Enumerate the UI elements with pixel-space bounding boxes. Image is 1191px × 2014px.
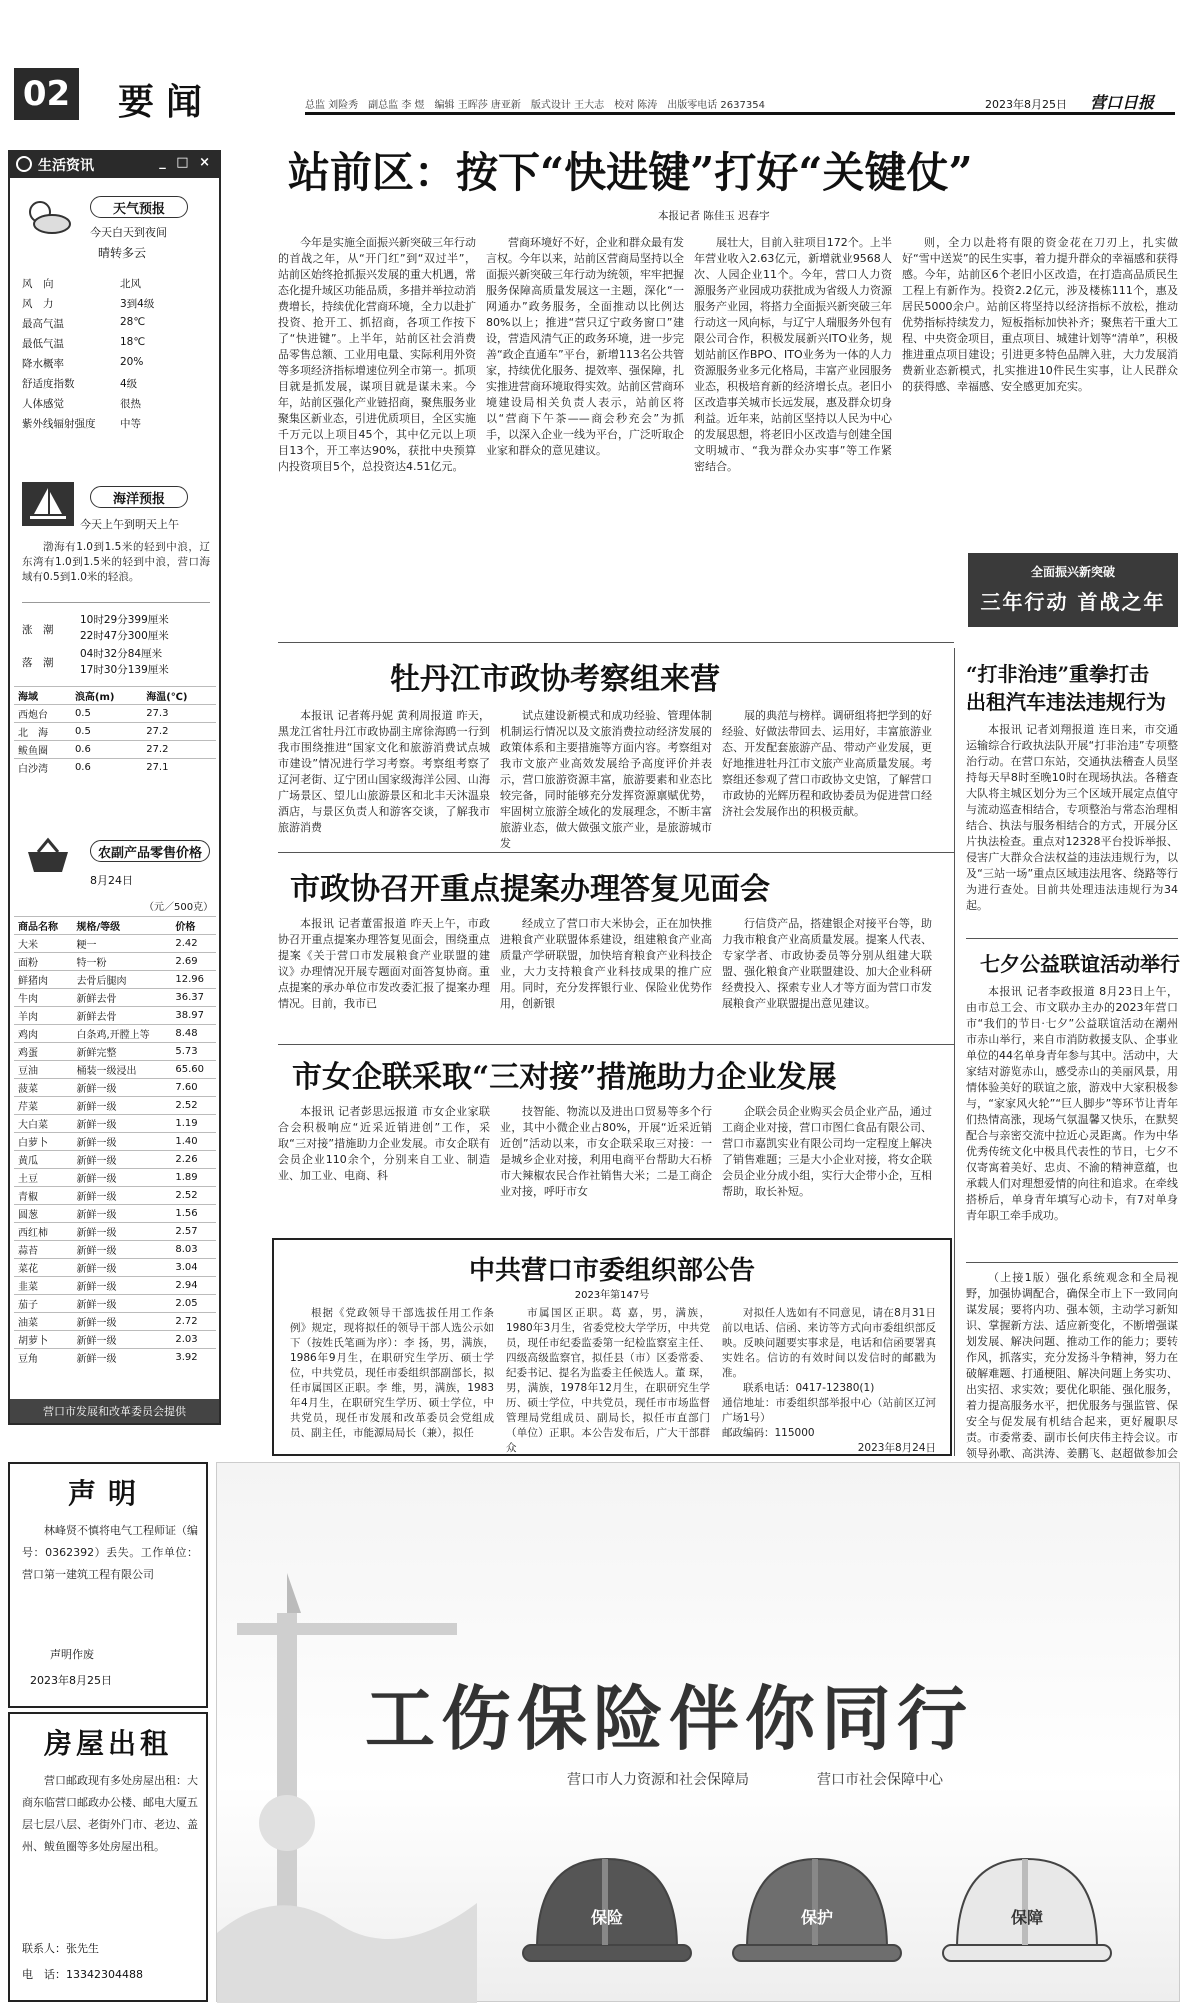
table-cell: 27.2 <box>142 741 216 759</box>
article2-col-1: 本报讯 记者蒋丹妮 黄利周报道 昨天，黑龙江省牡丹江市政协副主席徐海鸥一行到我市围绕推进“国家文化和旅游消费试点城市建设”情况进行学习考察。考察组考察了辽河老街、辽宁团山国家级海洋公园、山海广场景区、望儿山旅游景区和北丰天沐温泉酒店，与景区负责人和游客交谈，了解我市旅游消费 <box>278 709 490 834</box>
rental-text: 营口邮政现有多处房屋出租：大商东临营口邮政办公楼、邮电大厦五层七层八层、老街外门市、老边、盖州、鲅鱼圈等多处房屋出租。 <box>22 1774 198 1853</box>
table-cell: 新鲜一级 <box>72 1241 171 1259</box>
price-row <box>14 1169 216 1187</box>
table-cell: 38.97 <box>171 1007 216 1025</box>
table-cell: 牛肉 <box>14 989 72 1007</box>
right-article2-body: 本报讯 记者李政报道 8月23日上午，由市总工会、市文联办主办的2023年营口市“我们的节日·七夕”公益联谊活动在潮州市赤山举行，来自市消防救援支队、企事业单位的44名单身青年参与其中。活动中，大家结对游览赤山，感受赤山的美丽风景，用情体验美好的联谊之旅，游戏中大家积极参与，“家家风火轮”“巨人脚步”等环节让青年们热情高涨，现场气氛温馨又快乐，在默契配合与亲密交流中拉近心灵距离。作为中华优秀传统文化中极具代表性的节日，七夕不仅寄寓着美好、忠贞、不渝的精神意蕴，也承载人们对理想爱情的向往和追求。在牵线搭桥后，单身青年填写心动卡，有7对单身青年职工牵手成功。 <box>966 985 1178 1222</box>
table-cell: 新鲜一级 <box>72 1259 171 1277</box>
life-info-panel <box>8 150 221 1425</box>
settings-icon <box>16 156 32 172</box>
table-cell: 0.6 <box>71 759 142 777</box>
table-cell: 新鲜一级 <box>72 1115 171 1133</box>
prices-unit: （元／500克） <box>144 902 214 913</box>
table-cell: 芹菜 <box>14 1097 72 1115</box>
weather-label: 舒适度指数 <box>22 378 75 390</box>
weather-value: 28℃ <box>120 316 146 328</box>
column-divider <box>954 648 955 1456</box>
notice-title: 中共营口市委组织部公告 <box>468 1256 755 1286</box>
ad-headline: 工伤保险伴你同行 <box>365 1677 973 1760</box>
article3-col-3: 行信贷产品，搭建银企对接平台等，助力我市粮食产业高质量发展。提案人代表、专家学者、市政协委员等分别从组建大联盟、强化粮食产业联盟建设、加大企业科研经费投入、探索专业人才等方面为营口市发展粮食产业联盟提出意见建议。 <box>722 917 932 1010</box>
table-cell: 菜花 <box>14 1259 72 1277</box>
divider <box>278 642 954 643</box>
table-cell: 西红柿 <box>14 1223 72 1241</box>
notice-col-1: 根据《党政领导干部选拔任用工作条例》规定，现将拟任的领导干部人选公示如下（按姓氏笔画为序）：李 扬，男，满族，1986年9月生，在职研究生学历、硕士学位，中共党员，现任市委组织部副部长，拟任市属国区正职。李 维，男，满族，1983年4月生，在职研究生学历、硕士学位，中共党员，现任市发展和改革委员会党组成员、副主任，市能源局局长（兼），拟任 <box>290 1307 494 1439</box>
price-row <box>14 1133 216 1151</box>
table-cell: 新鲜一级 <box>72 1205 171 1223</box>
party-notice-box <box>272 1238 952 1456</box>
table-cell: 2.69 <box>171 953 216 971</box>
prices-table <box>14 916 216 1366</box>
helmet-row <box>517 1839 1157 1989</box>
table-cell: 新鲜一级 <box>72 1079 171 1097</box>
right-article2-title: 七夕公益联谊活动举行 <box>980 952 1180 976</box>
table-cell: 土豆 <box>14 1169 72 1187</box>
table-cell: 白萝卜 <box>14 1133 72 1151</box>
table-cell: 3.04 <box>171 1259 216 1277</box>
column-header: 商品名称 <box>14 917 72 935</box>
weather-summary: 晴转多云 <box>98 246 147 260</box>
weather-label: 最低气温 <box>22 338 64 350</box>
lead-byline: 本报记者 陈佳玉 迟春宇 <box>658 210 770 222</box>
price-row <box>14 989 216 1007</box>
price-row <box>14 1151 216 1169</box>
table-cell: 去骨后腿肉 <box>72 971 171 989</box>
table-cell: 2.42 <box>171 935 216 953</box>
table-cell: 新鲜一级 <box>72 1331 171 1349</box>
table-cell: 白沙湾 <box>14 759 71 777</box>
article2-col-2: 试点建设新模式和成功经验、管理体制机制运行情况以及文旅消费拉动经济发展的政策体系和主要措施等方面内容。考察组对我市文旅产业高效发展给予高度评价并表示，营口旅游资源丰富，旅游要素和业态比较完备，同时能够充分发挥资源禀赋优势，牢固树立旅游全域化的发展理念，不断丰富旅游业态，做大做强文旅产业，是旅游城市发 <box>500 709 712 850</box>
table-cell: 北 海 <box>14 723 71 741</box>
low-tide-label: 落 潮 <box>22 657 54 669</box>
article2-col-3: 展的典范与榜样。调研组将把学到的好经验、好做法带回去、运用好，丰富旅游业态、开发配套旅游产品、带动产业发展，更好地推进牡丹江市文旅产业高质量发展。考察组还参观了营口市政协文史馆，了解营口市政协的光辉历程和政协委员为促进营口经济社会发展作出的积极贡献。 <box>722 709 932 818</box>
table-cell: 5.73 <box>171 1043 216 1061</box>
table-cell: 韭菜 <box>14 1277 72 1295</box>
helmet-label: 保险 <box>590 1908 623 1927</box>
table-cell: 0.5 <box>71 705 142 723</box>
table-cell: 新鲜一级 <box>72 1223 171 1241</box>
table-cell: 2.26 <box>171 1151 216 1169</box>
table-cell: 2.94 <box>171 1277 216 1295</box>
rental-box <box>8 1712 208 2002</box>
table-cell: 新鲜去骨 <box>72 989 171 1007</box>
sea-row <box>14 705 216 723</box>
weather-period: 今天白天到夜间 <box>90 226 167 239</box>
right-article1-body: 本报讯 记者刘翔报道 连日来，市交通运输综合行政执法队开展“打非治违”专项整治行动。在营口东站，交通执法稽查人员坚持每天早8时至晚10时在现场执法。各稽查大队将主城区划分为三个区域开展定点值守与流动巡查相结合，专项整治与常态治理相结合、执法与服务相结合的方式，开展分区片执法检查。重点对12328平台投诉举报、侵害广大群众合法权益的违法违规行为，以及“三站一场”重点区域违法甩客、绕路等行为进行查处。目前共处理违法违规行为34起。 <box>966 723 1178 912</box>
weather-value: 18℃ <box>120 336 146 348</box>
table-cell: 新鲜去骨 <box>72 1007 171 1025</box>
table-cell: 2.72 <box>171 1313 216 1331</box>
table-cell: 粳一 <box>72 935 171 953</box>
statement-footer: 声明作废 <box>50 1648 94 1661</box>
lead-col-4: 则，全力以赴将有限的资金花在刀刃上，扎实做好“雪中送炭”的民生实事，着力提升群众的幸福感和获得感。今年，站前区6个老旧小区改造，在打造高品质民生工程上有新作为。投资2.2亿元，涉及楼栋111个，惠及居民5000余户。站前区将坚持以经济指标不放松，推动优势指标持续发力，短板指标加快补齐；聚焦若干重大工程、中央资金项目，重点项目、城建计划等“清单”，积极推进重点项目建设；引进更多特色品牌入驻，大力发展消费新业态新模式，扎实推进10件民生实事，让人民群众的获得感、幸福感、安全感更加充实。 <box>902 236 1178 393</box>
continued-article-body: （上接1版）强化系统观念和全局视野，加强协调配合，确保全市上下一致同向谋发展；要将内功、强本领，主动学习新知识、掌握新方法、适应新变化，不断增强谋划发展、解决问题、推动工作的能力；要转作风，抓落实，充分发扬斗争精神，努力在破解难题、打通梗阻、解决问题上务实功、出实招、求实效；要优化职能、强化服务，着力提高服务水平，把优服务与强监管、保安全与促发展有机结合起来，更好履职尽责。市委常委、副市长何庆伟主持会议。市领导孙歌、高洪涛、姜鹏飞、赵超做参加会 <box>966 1271 1178 1460</box>
prices-heading: 农副产品零售价格 <box>90 840 210 862</box>
price-row <box>14 1115 216 1133</box>
table-cell: 27.3 <box>142 705 216 723</box>
table-cell: 新鲜一级 <box>72 1313 171 1331</box>
rental-contact: 联系人：张先生 <box>22 1942 99 1955</box>
panel-titlebar <box>10 152 219 178</box>
price-row <box>14 1259 216 1277</box>
table-cell: 2.03 <box>171 1331 216 1349</box>
article4-col-3: 企联会员企业购买会员企业产品，通过工商企业对接，营口市图仁食品有限公司、营口市嘉凯实业有限公司均一定程度上解决了销售难题；三是大小企业对接，将女企联会员企业分成小组，实行大企带小企，互相帮助，取长补短。 <box>722 1105 932 1198</box>
table-cell: 特一粉 <box>72 953 171 971</box>
weather-icon <box>22 196 74 236</box>
notice-col-3: 对拟任人选如有不同意见，请在8月31日前以电话、信函、来访等方式向市委组织部反映。反映问题要实事求是，电话和信函要署真实姓名。信访的有效时间以发信时的邮戳为准。 联系电话：0417-12380(1) 通信地址：市委组织部举报中心（站前区辽河广场1号） 邮政编码：115000 2023年8月24日 <box>722 1307 936 1454</box>
column-header: 规格/等级 <box>72 917 171 935</box>
sea-row <box>14 759 216 777</box>
prices-footer: 营口市发展和改革委员会提供 <box>10 1399 219 1423</box>
article2-headline: 牡丹江市政协考察组来营 <box>390 662 720 697</box>
article3-headline: 市政协召开重点提案办理答复见面会 <box>290 872 770 907</box>
ad-sponsor-2: 营口市社会保障中心 <box>817 1772 943 1788</box>
table-cell: 8.03 <box>171 1241 216 1259</box>
basket-icon <box>22 836 74 876</box>
divider <box>278 852 954 853</box>
table-cell: 青椒 <box>14 1187 72 1205</box>
price-row <box>14 1187 216 1205</box>
table-cell: 8.48 <box>171 1025 216 1043</box>
table-cell: 鲜猪肉 <box>14 971 72 989</box>
sea-table-wrap <box>14 686 216 776</box>
table-cell: 新鲜一级 <box>72 1349 171 1367</box>
price-row <box>14 1223 216 1241</box>
table-cell: 油菜 <box>14 1313 72 1331</box>
price-row <box>14 1295 216 1313</box>
table-cell: 圆葱 <box>14 1205 72 1223</box>
table-cell: 3.92 <box>171 1349 216 1367</box>
table-cell: 0.5 <box>71 723 142 741</box>
article4-col-1: 本报讯 记者彭思远报道 市女企业家联合会积极响应“近采近销进创”工作，采取“三对接”措施助力企业发展。市女企联有会员企业110余个，分别来自工业、制造业、加工业、电商、科 <box>278 1105 490 1182</box>
table-cell: 27.2 <box>142 723 216 741</box>
column-header: 海域 <box>14 687 71 705</box>
weather-label: 降水概率 <box>22 358 64 370</box>
table-cell: 新鲜一级 <box>72 1133 171 1151</box>
page-number: 02 <box>14 68 79 120</box>
header-rule <box>305 112 1175 115</box>
paper-logo: 营口日报 <box>1090 93 1155 112</box>
table-cell: 1.19 <box>171 1115 216 1133</box>
sea-row <box>14 741 216 759</box>
helmet-label: 保护 <box>800 1908 833 1927</box>
table-cell: 菠菜 <box>14 1079 72 1097</box>
price-row <box>14 1025 216 1043</box>
rental-title: 房屋出租 <box>43 1727 172 1760</box>
table-cell: 2.52 <box>171 1097 216 1115</box>
weather-label: 紫外线辐射强度 <box>22 418 96 430</box>
table-cell: 豆角 <box>14 1349 72 1367</box>
table-cell: 大米 <box>14 935 72 953</box>
article3-col-1: 本报讯 记者董雷报道 昨天上午，市政协召开重点提案办理答复见面会，围绕重点提案《关于营口市发展粮食产业联盟的建议》办理情况开展专题面对面答复协商。重点提案的承办单位市发改委汇报了提案办理情况。目前，我市已 <box>278 917 490 1010</box>
table-cell: 36.37 <box>171 989 216 1007</box>
section-title: 要闻 <box>118 81 215 123</box>
divider <box>966 1262 1178 1263</box>
right-article1-title2: 出租汽车违法违规行为 <box>966 690 1166 714</box>
statement-title: 声明 <box>67 1477 148 1510</box>
low-tide-values: 04时32分84厘米 17时30分139厘米 <box>80 648 169 676</box>
sea-row <box>14 723 216 741</box>
table-cell: 新鲜一级 <box>72 1187 171 1205</box>
column-header: 浪高(m) <box>71 687 142 705</box>
table-cell: 65.60 <box>171 1061 216 1079</box>
statement-date: 2023年8月25日 <box>30 1674 112 1687</box>
window-controls[interactable]: _ □ × <box>159 155 213 170</box>
table-cell: 西炮台 <box>14 705 71 723</box>
prices-date: 8月24日 <box>90 874 133 887</box>
table-cell: 桶装一级浸出 <box>72 1061 171 1079</box>
table-cell: 0.6 <box>71 741 142 759</box>
sailboat-icon <box>22 482 74 526</box>
price-row <box>14 971 216 989</box>
price-row <box>14 935 216 953</box>
sea-period: 今天上午到明天上午 <box>80 518 179 531</box>
statement-text: 林峰贤不慎将电气工程师证（编号：0362392）丢失。工作单位：营口第一建筑工程有限公司 <box>22 1524 198 1581</box>
table-cell: 2.52 <box>171 1187 216 1205</box>
table-cell: 1.40 <box>171 1133 216 1151</box>
table-cell: 羊肉 <box>14 1007 72 1025</box>
price-row <box>14 1007 216 1025</box>
price-row <box>14 1061 216 1079</box>
staff-credits: 总监 刘险秀 副总监 李 煜 编辑 王晖莎 唐亚新 版式设计 王大志 校对 陈涛 出版零电话 2637354 <box>305 100 765 111</box>
weather-label: 人体感觉 <box>22 398 64 410</box>
table-cell: 黄瓜 <box>14 1151 72 1169</box>
high-tide-values: 10时29分399厘米 22时47分300厘米 <box>80 614 169 642</box>
price-row <box>14 1331 216 1349</box>
table-cell: 面粉 <box>14 953 72 971</box>
table-cell: 7.60 <box>171 1079 216 1097</box>
helmet-label: 保障 <box>1010 1908 1043 1927</box>
lead-col-2: 营商环境好不好，企业和群众最有发言权。今年以来，站前区营商局坚持以全面振兴新突破三年行动为统领，牢牢把握服务保障高质量发展这一主题，深化“一网通办”政务服务，全面推动以比例达80%以上；推进“营只辽宁政务窗口”建设，营造风清气正的政务环境，进一步完善“政企直通车”平台，新增113名公共管家，持续优化服务、提效率、强保障，扎实推进营商环境取得实效。站前区营商环境建设局相关负责人表示，站前区将以“营商下午茶——商会秒充会”为抓手，以深入企业一线为平台，广泛听取企业家和群众的意见建议。 <box>486 236 684 457</box>
table-header <box>14 687 216 705</box>
notice-col-2: 市属国区正职。葛 嘉，男，满族，1980年3月生，省委党校大学学历，中共党员，现任市纪委监委第一纪检监察室主任、四级高级监察官，拟任县（市）区委常委、纪委书记、提名为监委主任候选人。董 琛，男，满族，1978年12月生，在职研究生学历、硕士学位，中共党员，现任市市场监督管理局党组成员、副局长，拟任市直部门（单位）正职。本公告发布后，广大干部群众 <box>506 1307 710 1454</box>
table-header <box>14 917 216 935</box>
insurance-ad <box>216 1462 1180 2002</box>
table-cell: 新鲜一级 <box>72 1295 171 1313</box>
table-cell: 蒜苔 <box>14 1241 72 1259</box>
weather-label: 风 向 <box>22 278 54 290</box>
table-cell: 12.96 <box>171 971 216 989</box>
price-row <box>14 1277 216 1295</box>
table-cell: 豆油 <box>14 1061 72 1079</box>
divider <box>22 602 210 603</box>
helmet-icon <box>727 1839 907 1979</box>
weather-value: 中等 <box>120 418 141 430</box>
price-row <box>14 1241 216 1259</box>
rental-phone: 电 话：13342304488 <box>22 1968 143 1981</box>
ad-sponsor-1: 营口市人力资源和社会保障局 <box>567 1772 749 1788</box>
article3-col-2: 经成立了营口市大米协会，正在加快推进粮食产业联盟体系建设，组建粮食产业高质量产学研联盟，加快培育粮食产业科技企业，大力支持粮食产业科技成果的推广应用。同时，充分发挥银行业、保险业优势作用，创新银 <box>500 917 712 1010</box>
weather-value: 20% <box>120 356 144 368</box>
table-cell: 鸡蛋 <box>14 1043 72 1061</box>
table-cell: 白条鸡,开膛上等 <box>72 1025 171 1043</box>
table-cell: 新鲜完整 <box>72 1043 171 1061</box>
column-header: 海温(℃) <box>142 687 216 705</box>
table-cell: 茄子 <box>14 1295 72 1313</box>
sea-heading: 海洋预报 <box>90 486 188 508</box>
price-row <box>14 1079 216 1097</box>
weather-value: 北风 <box>120 278 141 290</box>
price-row <box>14 1205 216 1223</box>
weather-heading: 天气预报 <box>90 196 188 218</box>
sea-table <box>14 686 216 776</box>
banner-big: 三年行动 首战之年 <box>980 590 1166 614</box>
table-cell: 新鲜一级 <box>72 1169 171 1187</box>
weather-label: 风 力 <box>22 298 54 310</box>
table-cell: 胡萝卜 <box>14 1331 72 1349</box>
price-row <box>14 1097 216 1115</box>
table-cell: 鸡肉 <box>14 1025 72 1043</box>
prices-table-wrap <box>14 916 216 1366</box>
price-row <box>14 1313 216 1331</box>
panel-title: 生活资讯 <box>38 158 94 174</box>
sea-description: 渤海有1.0到1.5米的轻到中浪，辽东湾有1.0到1.5米的轻到中浪，营口海域有0.5到1.0米的轻浪。 <box>22 541 210 583</box>
lead-col-1: 今年是实施全面振兴新突破三年行动的首战之年，从“开门红”到“双过半”，站前区始终抢抓振兴发展的重大机遇，常态化提升域区功能品质，多措并举拉动消费增长，持续优化营商环境，全力以赴扩投资、抢开工、抓招商，各项工作按下了“快进键”。上半年，站前区社会消费品零售总额、工业用电量、实际利用外资等多项经济指标增速位列全市第一。抓项目就是抓发展，谋项目就是谋未来。今年，站前区强化产业链招商，聚焦服务业聚集区新业态，引进优质项目，全区实施千万元以上项目45个，其中亿元以上项目13个，开工率达90%，获批中央预算内投资项目5个，总投资达4.51亿元。 <box>278 236 476 473</box>
high-tide-label: 涨 潮 <box>22 624 54 636</box>
table-cell: 新鲜一级 <box>72 1277 171 1295</box>
price-row <box>14 1349 216 1367</box>
weather-value: 3到4级 <box>120 298 155 310</box>
weather-value: 很热 <box>120 398 141 410</box>
banner-small: 全面振兴新突破 <box>1030 565 1115 579</box>
article4-headline: 市女企联采取“三对接”措施助力企业发展 <box>292 1060 837 1095</box>
table-cell: 2.05 <box>171 1295 216 1313</box>
table-cell: 27.1 <box>142 759 216 777</box>
lead-col-3: 展壮大，目前入驻项目172个。上半年营业收入2.63亿元，新增就业9568人次、人园企业11个。今年，营口人力资源服务产业园成功获批成为省级人力资源服务产业园，将搭力全面振兴新突破三年行动这一风向标，与辽宁人瑞服务外包有限公司合作，积极发展新兴ITO业务，规划站前区作BPO、ITO业务为一体的人力资源服务业多元化格局，丰富产业园服务业态，积极培育新的经济增长点。老旧小区改造事关城市长远发展，惠及群众切身利益。近年来，站前区坚持以人民为中心的发展思想，将老旧小区改造与创建全国文明城市、“我为群众办实事”等工作紧密结合。 <box>694 236 892 473</box>
price-row <box>14 953 216 971</box>
table-cell: 1.56 <box>171 1205 216 1223</box>
weather-value: 4级 <box>120 378 138 390</box>
weather-label: 最高气温 <box>22 318 64 330</box>
table-cell: 鲅鱼圈 <box>14 741 71 759</box>
statement-box <box>8 1462 208 1708</box>
column-header: 价格 <box>171 917 216 935</box>
table-cell: 2.57 <box>171 1223 216 1241</box>
campaign-banner <box>968 553 1178 627</box>
divider <box>966 938 1178 939</box>
helmet-icon <box>937 1839 1117 1979</box>
table-cell: 新鲜一级 <box>72 1151 171 1169</box>
right-article1-title1: “打非治违”重拳打击 <box>966 662 1150 686</box>
issue-date: 2023年8月25日 <box>985 98 1067 111</box>
price-row <box>14 1043 216 1061</box>
lead-headline: 站前区：按下“快进键”打好“关键仗” <box>288 148 973 197</box>
divider <box>278 1044 954 1045</box>
notice-number: 2023年第147号 <box>574 1290 650 1301</box>
table-cell: 大白菜 <box>14 1115 72 1133</box>
helmet-icon <box>517 1839 697 1979</box>
article4-col-2: 技智能、物流以及进出口贸易等多个行业，其中小微企业占80%，开展“近采近销近创”活动以来，市女企联采取三对接：一是城乡企业对接，利用电商平台帮助大石桥市大辣椒农民合作社销售大米；二是工商企业对接，呼吁市女 <box>500 1105 712 1198</box>
table-cell: 1.89 <box>171 1169 216 1187</box>
table-cell: 新鲜一级 <box>72 1097 171 1115</box>
